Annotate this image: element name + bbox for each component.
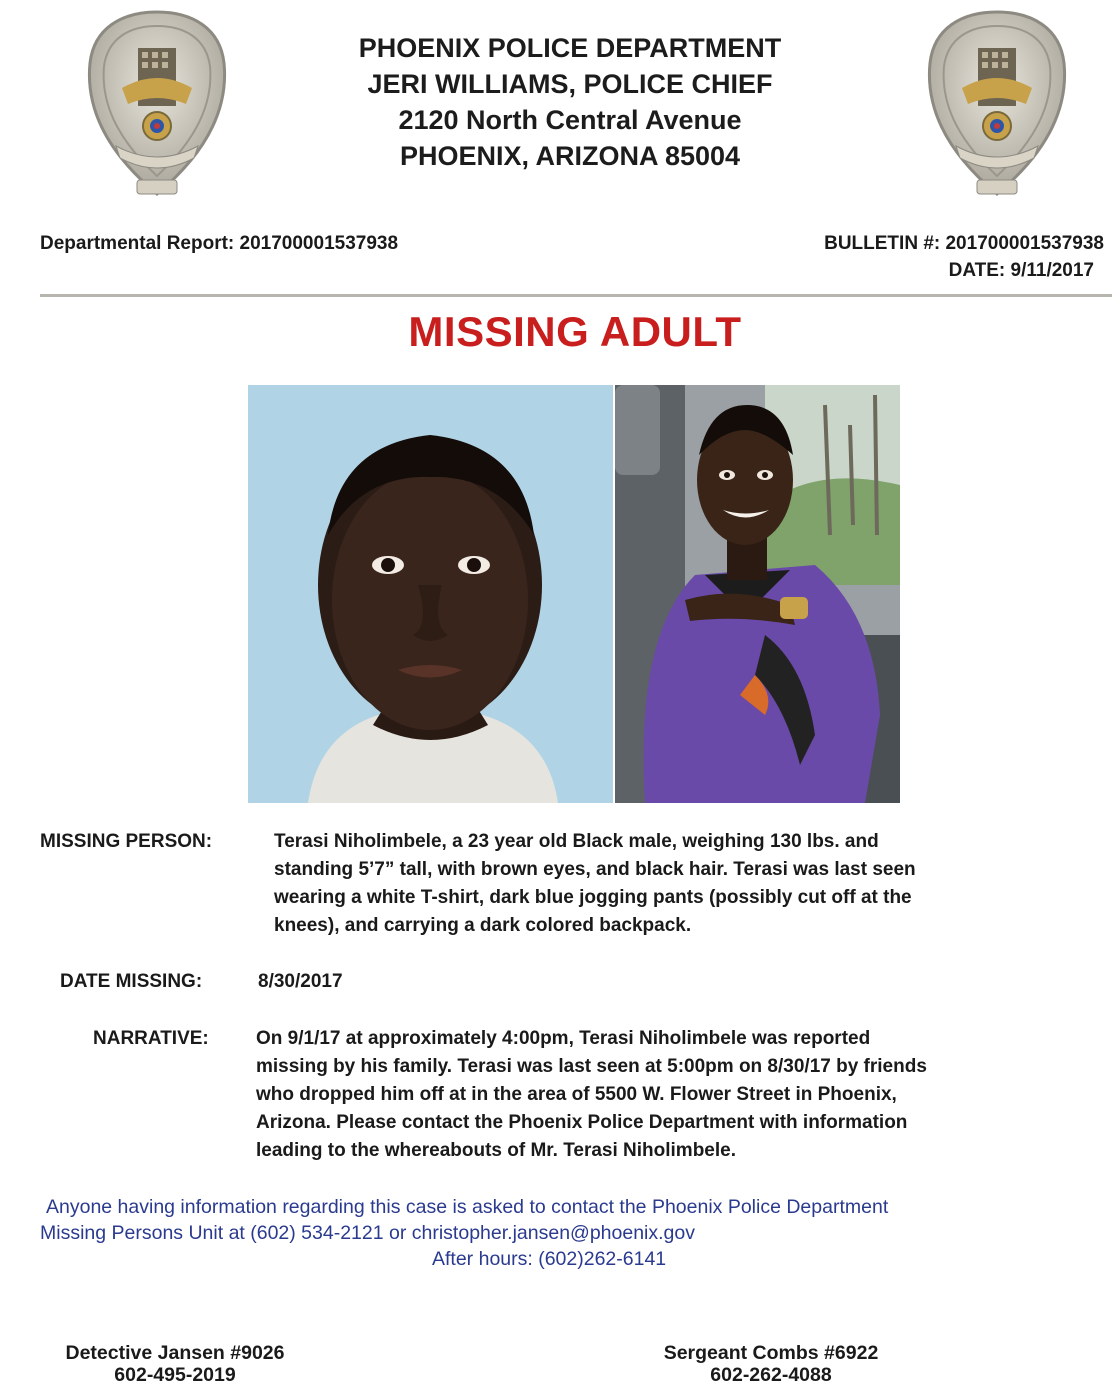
photo-id-portrait	[248, 385, 613, 803]
contact-line-1: Anyone having information regarding this case is asked to contact the Phoenix Police Department	[46, 1196, 889, 1218]
narrative-line: leading to the whereabouts of Mr. Terasi Niholimbele.	[256, 1140, 737, 1161]
narrative-line: missing by his family. Terasi was last seen at 5:00pm on 8/30/17 by friends	[256, 1056, 927, 1077]
department-header	[260, 30, 880, 174]
bulletin-number: BULLETIN #: 201700001537938	[824, 233, 1104, 254]
missing-person-label: MISSING PERSON:	[40, 831, 213, 852]
date-missing-label: DATE MISSING:	[60, 971, 203, 992]
description-line: Terasi Niholimbele, a 23 year old Black male, weighing 130 lbs. and	[274, 831, 879, 852]
detective-badge-left	[82, 8, 232, 198]
narrative-line: On 9/1/17 at approximately 4:00pm, Terasi Niholimbele was reported	[256, 1028, 871, 1049]
signature-sergeant	[636, 1342, 906, 1386]
narrative-text	[256, 1025, 927, 1165]
description-line: knees), and carrying a dark colored backpack.	[274, 915, 692, 936]
bulletin-date: DATE: 9/11/2017	[948, 260, 1094, 281]
narrative-label: NARRATIVE:	[93, 1028, 209, 1049]
photo-in-vehicle	[615, 385, 900, 803]
narrative-line: Arizona. Please contact the Phoenix Police Department with information	[256, 1112, 908, 1133]
detective-badge-icon	[922, 8, 1072, 198]
contact-line-2: Missing Persons Unit at (602) 534-2121 or christopher.jansen@phoenix.gov	[40, 1222, 695, 1244]
departmental-report: Departmental Report: 201700001537938	[40, 233, 399, 254]
detective-name: Detective Jansen #9026	[65, 1342, 285, 1364]
missing-person-description	[274, 828, 916, 940]
street-address: 2120 North Central Avenue	[398, 105, 742, 135]
narrative-line: who dropped him off at in the area of 5500 W. Flower Street in Phoenix,	[256, 1084, 897, 1105]
date-missing-value: 8/30/2017	[258, 971, 343, 992]
police-chief: JERI WILLIAMS, POLICE CHIEF	[367, 69, 773, 99]
city-state-zip: PHOENIX, ARIZONA 85004	[399, 141, 741, 171]
bulletin-title: MISSING ADULT	[408, 308, 742, 355]
description-line: wearing a white T-shirt, dark blue jogging pants (possibly cut off at the	[274, 887, 912, 908]
detective-badge-right	[922, 8, 1072, 198]
department-name: PHOENIX POLICE DEPARTMENT	[358, 33, 782, 63]
sergeant-name: Sergeant Combs #6922	[663, 1342, 879, 1364]
after-hours-line: After hours: (602)262-6141	[432, 1248, 667, 1270]
signature-detective	[40, 1342, 310, 1386]
detective-badge-icon	[82, 8, 232, 198]
sergeant-phone: 602-262-4088	[710, 1364, 832, 1386]
header-divider	[40, 294, 1112, 297]
description-line: standing 5’7” tall, with brown eyes, and black hair. Terasi was last seen	[274, 859, 916, 880]
detective-phone: 602-495-2019	[114, 1364, 236, 1386]
